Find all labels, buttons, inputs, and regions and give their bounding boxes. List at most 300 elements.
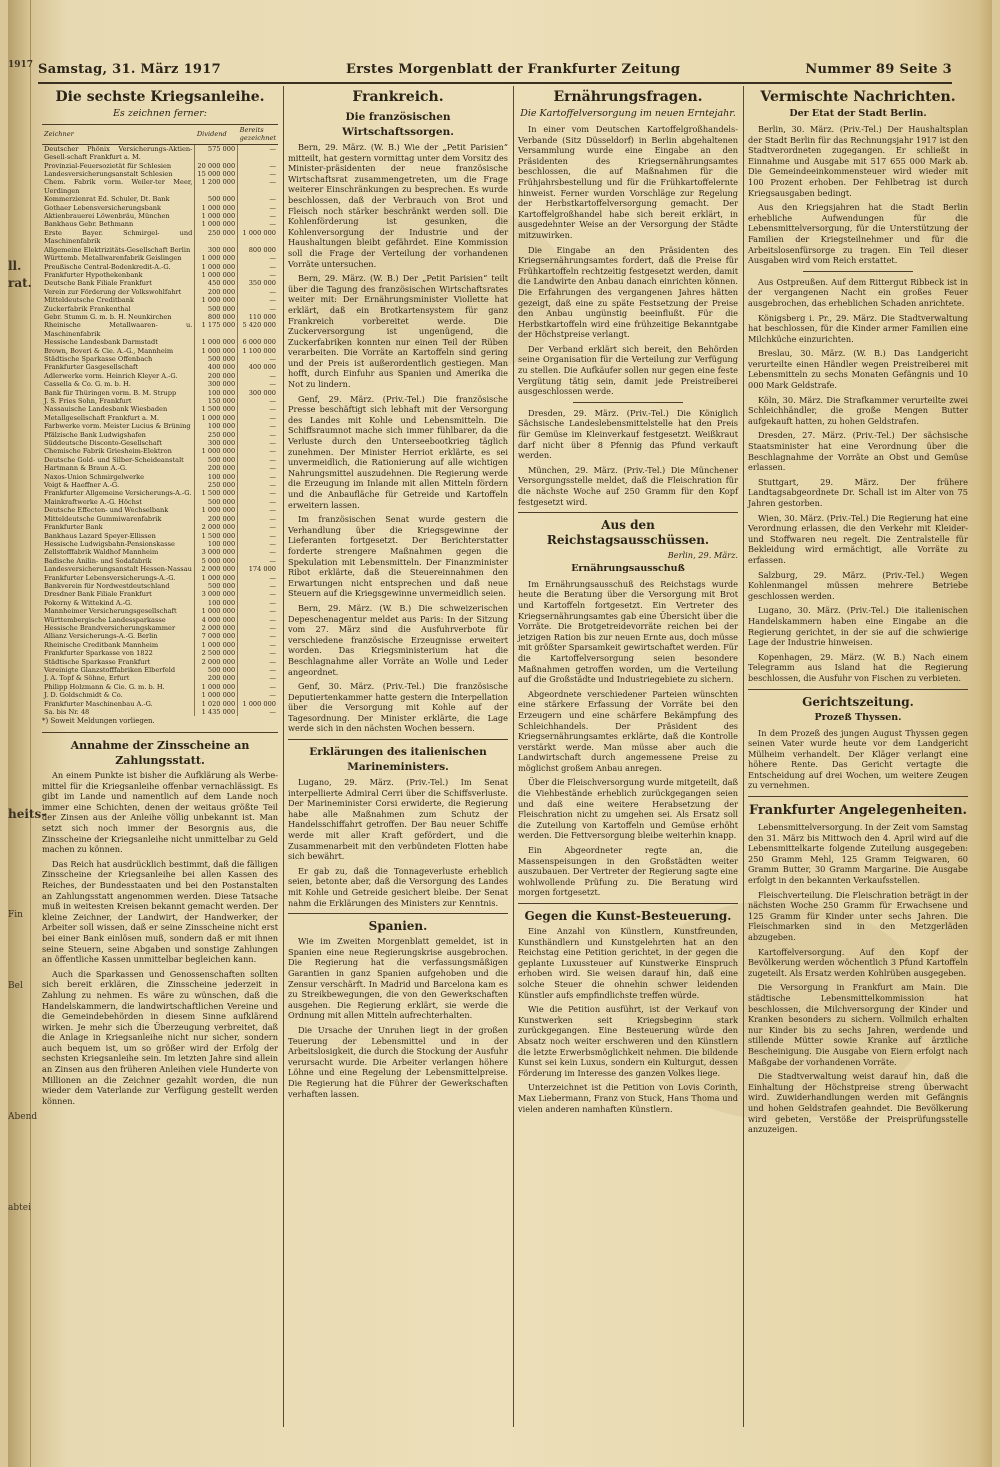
- subscription-amount: 450 000: [195, 279, 238, 287]
- previous-subscription: —: [238, 178, 278, 195]
- previous-subscription: —: [238, 540, 278, 548]
- subscription-amount: 200 000: [195, 288, 238, 296]
- table-row: [42, 439, 278, 447]
- subscriber-name: Gebr. Stumm G. m. b. H. Neunkirchen: [44, 312, 172, 321]
- divider: [748, 689, 968, 690]
- table-row: [42, 607, 278, 615]
- art-tax-article: [518, 926, 738, 1114]
- war-loan-subtitle: Es zeichnen ferner:: [113, 108, 207, 119]
- news-dispatch: Dresden, 27. März. (Priv.-Tel.) Der sächsische Staatsminister hat eine Verordnung über die Beschlagnahme der Vorräte an Obst und Gemüse erlassen.: [748, 430, 968, 473]
- article-paragraph: Der Verband erklärt sich bereit, den Behörden seine Organisation für die Verteilung zur Verfügung zu stellen. Die Aufkäufer sollen nur gegen eine feste Vergütung tätig sein, damit jede Preistreiberei ausgeschlossen werde.: [518, 343, 738, 397]
- subscription-amount: 1 000 000: [195, 204, 238, 212]
- article-paragraph: Eine Anzahl von Künstlern, Kunstfreunden, Kunsthändlern und Kunstgelehrten hat an den Reichstag eine Petition gerichtet, in der gegen die geplante Luxussteuer auf Kunstwerke Einspruch erhoben wird. Sie weisen darauf hin, daß eine solche Steuer die ohnehin schwer leidenden Künstler aufs empfindlichste treffen würde.: [518, 926, 738, 1000]
- table-row: [42, 658, 278, 666]
- subscriber-name: Badische Anilin- und Sodafabrik: [44, 556, 152, 565]
- previous-subscription: —: [238, 212, 278, 220]
- previous-subscription: —: [238, 397, 278, 405]
- previous-subscription: 350 000: [238, 279, 278, 287]
- table-row: [42, 254, 278, 262]
- previous-subscription: —: [238, 666, 278, 674]
- subscription-amount: 2 500 000: [195, 649, 238, 657]
- subscriber-name: Zellstofffabrik Waldhof Mannheim: [44, 548, 159, 557]
- previous-subscription: —: [238, 708, 278, 716]
- subscriber-name: Zuckerfabrik Frankenthal: [44, 304, 131, 313]
- table-header-row: [42, 125, 278, 145]
- divider: [573, 402, 683, 403]
- subscriber-name: Bankverein für Nordwestdeutschland: [44, 581, 170, 590]
- table-row: [42, 624, 278, 632]
- subscribers-table: [42, 124, 278, 716]
- berlin-budget-article: [748, 124, 968, 266]
- table-row: [42, 380, 278, 388]
- article-paragraph: Auch die Sparkassen und Genossenschaften sollten sich bereit erklären, die Zinsscheine jederzeit in Zahlung zu nehmen. Es wäre zu wünschen, daß die Handelskammern, die landwirtschaftlichen Vereine und die Gemeindebehörden in diesem Sinne aufklärend wirken. Je mehr sich die Überzeugung verbreitet, daß die Anlage in Kriegsanleihe nicht nur sicher, sondern auch bequem ist, um so größer wird der Erfolg der sechsten Kriegsanleihe sein. Im letzten Jahre sind allein an Zinsen aus den früheren Anleihen viele Hunderte von Millionen an die Zeichner gezahlt worden, die nun wieder dem Vaterlande zur Verfügung gestellt werden können.: [42, 968, 278, 1106]
- table-row: [42, 666, 278, 674]
- subscriber-name: Städtische Sparkasse Frankfurt: [44, 657, 151, 666]
- subscriber-name: Pokorny & Wittekind A.-G.: [44, 598, 133, 607]
- previous-subscription: —: [238, 464, 278, 472]
- subscription-amount: 800 000: [195, 313, 238, 321]
- table-row: [42, 178, 278, 195]
- previous-subscription: —: [238, 624, 278, 632]
- edge-word: heits-: [8, 807, 47, 821]
- previous-subscription: —: [238, 498, 278, 506]
- edge-word: rat.: [8, 276, 32, 290]
- article-paragraph: Im französischen Senat wurde gestern die Verhandlung über die Kriegsgewinne der Lieferanten fortgesetzt. Der Berichterstatter forderte strengere Maßnahmen gegen die Spekulation mit Lebensmitteln. Der Finanzminister Ribot erklärte, daß die Steuereinnahmen den Erwartungen nicht entsprechen und daß neue Steuern auf die Kriegsgewinne unvermeidlich seien.: [288, 514, 508, 599]
- subscriber-name: Nassauische Landesbank Wiesbaden: [44, 405, 168, 414]
- misc-dispatches: [748, 277, 968, 684]
- subscription-amount: 400 000: [195, 363, 238, 371]
- frankfurt-section-title: Frankfurter Angelegenheiten.: [748, 803, 968, 819]
- news-dispatch: Kopenhagen, 29. März. (W. B.) Nach einem Telegramm aus Island hat die Regierung beschlossen, die Ausfuhr von Fischen zu verbieten.: [748, 651, 968, 683]
- previous-subscription: 6 000 000: [238, 338, 278, 346]
- previous-subscription: —: [238, 557, 278, 565]
- subscription-amount: 100 000: [195, 599, 238, 607]
- table-row: [42, 144, 278, 161]
- table-row: [42, 313, 278, 321]
- war-loan-title: Die sechste Kriegsanleihe.: [55, 89, 265, 105]
- france-article: [288, 142, 508, 734]
- previous-subscription: —: [238, 574, 278, 582]
- subscriber-name: Frankfurter Allgemeine Versicherungs-A.-G.: [44, 489, 192, 498]
- italy-section-title: Erklärungen des italienischen Marineministers.: [309, 746, 487, 774]
- divider: [748, 796, 968, 797]
- previous-subscription: —: [238, 641, 278, 649]
- previous-subscription: —: [238, 674, 278, 682]
- subscription-amount: 1 000 000: [195, 414, 238, 422]
- subscription-amount: 5 000 000: [195, 557, 238, 565]
- table-row: [42, 296, 278, 304]
- table-row: [42, 355, 278, 363]
- subscriber-name: Provinzial-Feuersozietät für Schlesien: [44, 161, 172, 170]
- previous-subscription: —: [238, 649, 278, 657]
- subscriber-name: Städtische Sparkasse Offenbach: [44, 354, 153, 363]
- subscription-amount: 1 000 000: [195, 212, 238, 220]
- subscriber-name: Preußische Central-Bodenkredit-A.-G.: [44, 262, 171, 271]
- subscription-amount: 7 000 000: [195, 632, 238, 640]
- subscriber-name: Landesversicherungsanstalt Schlesien: [44, 170, 173, 179]
- frankfurt-article: [748, 822, 968, 1135]
- subscriber-name: J. A. Topf & Söhne, Erfurt: [44, 674, 130, 683]
- article-paragraph: Abgeordnete verschiedener Parteien wünschten eine stärkere Erfassung der Vorräte bei den Erzeugern und eine schärfere Bekämpfung des Schleichhandels. Der Präsident des Kriegsernährungsamtes erklärte, daß die Kontrolle verstärkt werde. Man müsse aber auch die Landwirtschaft durch angemessene Preise zu möglichst großem Anbau anregen.: [518, 688, 738, 773]
- divider: [288, 913, 508, 914]
- table-row: [42, 288, 278, 296]
- table-row: [42, 220, 278, 228]
- subscription-amount: 300 000: [195, 246, 238, 254]
- subscriber-name: Hessische Landesbank Darmstadt: [44, 338, 158, 347]
- nutrition-title: Ernährungsfragen.: [553, 89, 703, 105]
- subscriber-name: Mannheimer Versicherungsgesellschaft: [44, 607, 177, 616]
- subscriber-name: Frankfurter Maschinenbau A.-G.: [44, 699, 153, 708]
- reichstag-dateline: Berlin, 29. März.: [667, 550, 738, 561]
- subscription-amount: 1 000 000: [195, 683, 238, 691]
- subscription-amount: 200 000: [195, 372, 238, 380]
- subscriber-name: Chemische Fabrik Griesheim-Elektron: [44, 447, 172, 456]
- subscriber-name: Kommerzienrat Ed. Schuler, Dt. Bank: [44, 195, 170, 204]
- table-row: [42, 683, 278, 691]
- article-paragraph: Genf, 30. März. (Priv.-Tel.) Die französische Deputiertenkammer hatte gestern die Interpellation über die Versorgung mit Kohle auf der Tagesordnung. Der Minister erklärte, die Lage werde sich in den nächsten Wochen bessern.: [288, 681, 508, 734]
- article-paragraph: Die Versorgung in Frankfurt am Main. Die städtische Lebensmittelkommission hat beschlossen, die Milchversorgung der Kinder und Kranken besonders zu sichern. Vollmilch erhalten nur Kinder bis zu sechs Jahren, werdende und stillende Mütter sowie Kranke auf ärztliche Bescheinigung. Die Ausgabe von Eiern erfolgt nach Maßgabe der vorhandenen Vorräte.: [748, 982, 968, 1067]
- article-paragraph: Die Eingabe an den Präsidenten des Kriegsernährungsamtes fordert, daß die Preise für Frühkartoffeln rechtzeitig festgesetzt werden, damit die Landwirte den Anbau danach einrichten können. Die Erfahrungen des vergangenen Jahres hätten gezeigt, daß eine zu späte Festsetzung der Preise den Anbau ungünstig beeinflußt. Für die Herbstkartoffeln wird eine frühzeitige Bekanntgabe der Höchstpreise verlangt.: [518, 244, 738, 340]
- subscriber-name: Chem. Fabrik vorm. Weiler-ter Meer, Uerdingen: [44, 178, 193, 195]
- table-row: [42, 599, 278, 607]
- previous-subscription: —: [238, 523, 278, 531]
- subscriber-name: Frankfurter Gasgesellschaft: [44, 363, 139, 372]
- table-row: [42, 548, 278, 556]
- subscriber-name: Voigt & Haeffner A.-G.: [44, 481, 120, 490]
- subscription-amount: 1 000 000: [195, 347, 238, 355]
- table-row: [42, 271, 278, 279]
- subscription-amount: 1 000 000: [195, 506, 238, 514]
- subscriber-name: Bank für Thüringen vorm. B. M. Strupp: [44, 388, 177, 397]
- news-dispatch: München, 29. März. (Priv.-Tel.) Die Münchener Versorgungsstelle meldet, daß die Fleischration für die nächste Woche auf 250 Gramm für den Kopf festgesetzt wird.: [518, 464, 738, 507]
- divider: [518, 903, 738, 904]
- news-dispatch: Wien, 30. März. (Priv.-Tel.) Die Regierung hat eine Verordnung erlassen, die den Verkehr mit Kleider- und Stoffwaren neu regelt. Die Zentralstelle für Bekleidung wird ermächtigt, alle Vorräte zu erfassen.: [748, 512, 968, 565]
- page-edge: [978, 0, 992, 1467]
- previous-subscription: —: [238, 162, 278, 170]
- subscriber-name: Hessische Ludwigsbahn-Pensionskasse: [44, 539, 175, 548]
- article-paragraph: Fleischverteilung. Die Fleischration beträgt in der nächsten Woche 250 Gramm für Erwachsene und 125 Gramm für Kinder unter sechs Jahren. Die Fleischmarken sind in den Metzgerläden abzugeben.: [748, 889, 968, 942]
- coupons-section-title: Annahme der Zinsscheine an Zahlungsstatt.: [70, 739, 250, 768]
- previous-subscription: —: [238, 380, 278, 388]
- masthead-title: Erstes Morgenblatt der Frankfurter Zeitung: [346, 61, 681, 77]
- table-row: [42, 263, 278, 271]
- table-row: [42, 170, 278, 178]
- masthead-date: Samstag, 31. März 1917: [38, 61, 221, 77]
- subscriber-name: Adlerwerke vorm. Heinrich Kleyer A.-G.: [44, 371, 178, 380]
- subscriber-name: Landesversicherungsanstalt Hessen-Nassau: [44, 565, 192, 574]
- subscriber-name: Naxos-Union Schmirgelwerke: [44, 472, 145, 481]
- table-row: [42, 574, 278, 582]
- subscription-amount: 500 000: [195, 498, 238, 506]
- previous-subscription: —: [238, 683, 278, 691]
- table-row: [42, 540, 278, 548]
- subscription-amount: 100 000: [195, 473, 238, 481]
- previous-subscription: —: [238, 254, 278, 262]
- committee-article: [518, 579, 738, 898]
- article-paragraph: Bern, 29. März. (W. B.) Die schweizerischen Depeschenagentur meldet aus Paris: In der Sitzung vom 27. März sind die Ausfuhrverbote für verschiedene französische Erzeugnisse erweitert worden. Das Kriegsministerium hat die Beschlagnahme aller Vorräte an Wolle und Leder angeordnet.: [288, 602, 508, 677]
- previous-subscription: 300 000: [238, 389, 278, 397]
- subscriber-name: Württemb. Metallwarenfabrik Geislingen: [44, 254, 182, 263]
- previous-subscription: 800 000: [238, 246, 278, 254]
- subscriber-name: Hartmann & Braun A.-G.: [44, 464, 127, 473]
- previous-subscription: —: [238, 632, 278, 640]
- subscription-amount: 1 000 000: [195, 220, 238, 228]
- table-row: [42, 414, 278, 422]
- table-row: [42, 363, 278, 371]
- table-header: Dividend: [195, 125, 238, 145]
- table-row: [42, 708, 278, 716]
- column-rule: [743, 86, 744, 1427]
- article-paragraph: Wie im Zweiten Morgenblatt gemeldet, ist in Spanien eine neue Regierungskrise ausgebrochen. Die Regierung hat die verfassungsmäßigen Garantien in ganz Spanien aufgehoben und die Zensur verschärft. In Madrid und Barcelona kam es zu Streikbewegungen, die von den Gewerkschaften ausgehen. Die Regierung erklärt, sie werde die Ordnung mit allen Mitteln aufrechterhalten.: [288, 936, 508, 1021]
- previous-subscription: —: [238, 489, 278, 497]
- spain-article: [288, 936, 508, 1099]
- previous-subscription: —: [238, 405, 278, 413]
- previous-subscription: —: [238, 170, 278, 178]
- article-paragraph: Wie die Petition ausführt, ist der Verkauf von Kunstwerken seit Kriegsbeginn stark zurückgegangen. Eine Besteuerung würde den Absatz noch weiter erschweren und den Künstlern die letzte Erwerbsmöglichkeit nehmen. Die bildende Kunst sei kein Luxus, sondern ein Kulturgut, dessen Förderung im Interesse des ganzen Volkes liege.: [518, 1004, 738, 1078]
- previous-subscription: —: [238, 447, 278, 455]
- previous-subscription: —: [238, 548, 278, 556]
- subscription-amount: 20 000 000: [195, 162, 238, 170]
- subscription-amount: 15 000 000: [195, 170, 238, 178]
- table-header: Bereits gezeichnet: [239, 126, 277, 143]
- subscriber-name: Mitteldeutsche Creditbank: [44, 296, 134, 305]
- table-row: [42, 464, 278, 472]
- article-paragraph: Die Stadtverwaltung weist darauf hin, daß die Einhaltung der Höchstpreise streng überwacht wird. Zuwiderhandlungen werden mit Gefängnis und hohen Geldstrafen geahndet. Die Bevölkerung wird gebeten, Verstöße der Preisprüfungsstelle anzuzeigen.: [748, 1071, 968, 1135]
- previous-subscription: —: [238, 506, 278, 514]
- table-row: [42, 212, 278, 220]
- divider: [803, 271, 913, 272]
- subscriber-name: Cassella & Co. G. m. b. H.: [44, 380, 131, 389]
- subscription-amount: 150 000: [195, 397, 238, 405]
- subscription-amount: 200 000: [195, 515, 238, 523]
- table-row: [42, 305, 278, 313]
- article-paragraph: Lugano, 29. März. (Priv.-Tel.) Im Senat interpellierte Admiral Cerri über die Schiffsverluste. Der Marineminister Corsi erwiderte, die Regierung habe alle Maßnahmen zum Schutz der Handelsschiffahrt getroffen. Der Bau neuer Schiffe werde mit aller Kraft gefördert, und die Zusammenarbeit mit den verbündeten Flotten habe sich bewährt.: [288, 777, 508, 862]
- news-dispatch: Dresden, 29. März. (Priv.-Tel.) Die Königlich Sächsische Landeslebensmittelstelle hat den Preis für Gemüse im Kleinverkauf festgesetzt. Weißkraut darf nicht über 8 Pfennig das Pfund verkauft werden.: [518, 407, 738, 461]
- subscriber-name: J. S. Fries Sohn, Frankfurt: [44, 397, 132, 405]
- subscriber-name: Aktienbrauerei Löwenbräu, München: [44, 212, 170, 221]
- subscriber-name: Frankfurter Hypothekenbank: [44, 270, 143, 279]
- subscriber-name: Deutscher Phönix Versicherungs-Aktien-Gesell-schaft Frankfurt a. M.: [44, 144, 193, 162]
- subscription-amount: 1 000 000: [195, 447, 238, 455]
- subscription-amount: 200 000: [195, 464, 238, 472]
- news-dispatch: Stuttgart, 29. März. Der frühere Landtagsabgeordnete Dr. Schall ist im Alter von 75 Jahren gestorben.: [748, 476, 968, 508]
- news-dispatch: Köln, 30. März. Die Strafkammer verurteilte zwei Schleichhändler, die große Mengen Butter aufgekauft hatten, zu hohen Geldstrafen.: [748, 394, 968, 426]
- subscription-amount: 250 000: [195, 481, 238, 489]
- table-row: [42, 489, 278, 497]
- previous-subscription: —: [238, 144, 278, 161]
- misc-title: Vermischte Nachrichten.: [760, 89, 956, 105]
- subscription-amount: 1 000 000: [195, 691, 238, 699]
- subscriber-name: Gothaer Lebensversicherungsbank: [44, 203, 162, 212]
- subscriber-name: Sa. bis Nr. 48: [44, 708, 90, 717]
- news-dispatch: Aus Ostpreußen. Auf dem Rittergut Ribbeck ist in der vergangenen Nacht ein großes Feuer ausgebrochen, das erheblichen Schaden anrichtete.: [748, 276, 968, 308]
- previous-subscription: 1 100 000: [238, 347, 278, 355]
- table-footnote: *) Soweit Meldungen vorliegen.: [42, 717, 155, 726]
- table-row: [42, 195, 278, 203]
- subscription-amount: 2 000 000: [195, 565, 238, 573]
- subscription-amount: 300 000: [195, 380, 238, 388]
- subscriber-name: Bankhaus Gebr. Bethmann: [44, 220, 134, 229]
- previous-subscription: —: [238, 473, 278, 481]
- previous-subscription: —: [238, 263, 278, 271]
- france-title: Frankreich.: [352, 89, 444, 105]
- previous-subscription: 400 000: [238, 363, 278, 371]
- previous-subscription: —: [238, 296, 278, 304]
- news-dispatch: Lugano, 30. März. (Priv.-Tel.) Die italienischen Handelskammern haben eine Eingabe an die Regierung gerichtet, in der sie auf die schwierige Lage der Industrie hinweisen.: [748, 605, 968, 648]
- art-tax-section-title: Gegen die Kunst-Besteuerung.: [524, 909, 732, 923]
- news-dispatch: Königsberg i. Pr., 29. März. Die Stadtverwaltung hat beschlossen, für die Kinder armer Familien eine Milchküche einzurichten.: [748, 312, 968, 344]
- article-paragraph: Ein Abgeordneter regte an, die Massenspeisungen in den Großstädten weiter auszubauen. Der Vertreter der Regierung sagte eine wohlwollende Prüfung zu. Die Beratung wird morgen fortgesetzt.: [518, 845, 738, 898]
- subscription-amount: 500 000: [195, 666, 238, 674]
- article-paragraph: Die Ursache der Unruhen liegt in der großen Teuerung der Lebensmittel und in der Arbeitslosigkeit, die durch die Stockung der Ausfuhr verursacht wurde. Die Arbeiter verlangen höhere Löhne und eine Regelung der Lebensmittelpreise. Die Regierung hat die Führer der Gewerkschaften verhaften lassen.: [288, 1024, 508, 1099]
- previous-subscription: —: [238, 658, 278, 666]
- previous-subscription: —: [238, 439, 278, 447]
- reichstag-section-title: Aus den Reichstagsausschüssen.: [546, 518, 710, 548]
- news-dispatch: Breslau, 30. März. (W. B.) Das Landgericht verurteilte einen Händler wegen Preistreiberei mit Lebensmitteln zu sechs Monaten Gefängnis und 10 000 Mark Geldstrafe.: [748, 348, 968, 391]
- table-row: [42, 447, 278, 455]
- previous-subscription: —: [238, 515, 278, 523]
- column-rule: [283, 86, 284, 1427]
- article-paragraph: Über die Fleischversorgung wurde mitgeteilt, daß die Viehbestände erheblich zurückgegangen seien und daß eine weitere Herabsetzung der Fleischration nicht zu umgehen sei. Als Ersatz soll die Zuteilung von Kartoffeln und Gemüse erhöht werden. Die Fettversorgung bleibe weiterhin knapp.: [518, 777, 738, 841]
- subscription-amount: 250 000: [195, 431, 238, 439]
- subscriber-name: Erste Bayer. Schmirgel- und Maschinenfabrik: [44, 228, 193, 246]
- subscription-amount: 1 175 000: [195, 321, 238, 338]
- berlin-budget-subtitle: Der Etat der Stadt Berlin.: [789, 108, 927, 119]
- table-row: [42, 204, 278, 212]
- previous-subscription: —: [238, 288, 278, 296]
- subscriber-name: Frankfurter Sparkasse von 1822: [44, 649, 153, 658]
- committee-title: Ernährungsausschuß: [571, 562, 685, 574]
- article-paragraph: In einer vom Deutschen Kartoffelgroßhandels-Verbande (Sitz Düsseldorf) in Berlin abgehaltenen Versammlung wurde eine Eingabe an den Präsidenten des Kriegsernährungsamtes beschlossen, die auf Maßnahmen für die Frühjahrsbestellung und für die Frühkartoffelernte hinweist. Ferner wurden Vorschläge zur Regelung der Herbstkartoffelversorgung gemacht. Der Kartoffelgroßhandel habe sich bereit erklärt, in ausgedehnter Weise an der Versorgung der Städte mitzuwirken.: [518, 124, 738, 240]
- subscription-amount: 1 500 000: [195, 532, 238, 540]
- table-row: [42, 422, 278, 430]
- article-paragraph: Kartoffelversorgung. Auf den Kopf der Bevölkerung werden wöchentlich 3 Pfund Kartoffeln zugeteilt. Als Ersatz werden Kohlrüben ausgegeben.: [748, 946, 968, 978]
- subscription-amount: 2 000 000: [195, 658, 238, 666]
- table-row: [42, 405, 278, 413]
- previous-subscription: 5 420 000: [238, 321, 278, 338]
- article-paragraph: Bern, 29. März. (W. B.) Wie der „Petit Parisien“ mitteilt, hat gestern vormittag unter dem Vorsitz des Minister-präsidenten der neue französische Wirtschaftsrat zusammengetreten, um die Frage weiterer Einschränkungen zu besprechen. Es wurde beschlossen, daß der Verbrauch von Brot und Fleisch noch stärker beschränkt werden soll. Die Kohlenförderung ist gesunken, die Kohlenversorgung der Industrie und der Haushaltungen bleibt gefährdet. Eine Kommission soll die Frage der Verteilung der vorhandenen Vorräte untersuchen.: [288, 142, 508, 269]
- table-row: [42, 523, 278, 531]
- subscription-amount: 1 000 000: [195, 574, 238, 582]
- edge-word: Abend: [8, 1112, 38, 1122]
- subscriber-name: Rheinische Metallwaaren- u. Maschinenfabrik: [44, 321, 193, 338]
- table-row: [42, 162, 278, 170]
- divider: [288, 739, 508, 740]
- previous-subscription: —: [238, 422, 278, 430]
- subscriber-name: Deutsche Effecten- und Wechselbank: [44, 506, 169, 515]
- subscriber-name: Hessische Brandversicherungskammer: [44, 623, 176, 632]
- subscriber-name: Brown, Boveri & Cie. A.-G., Mannheim: [44, 346, 174, 355]
- subscription-amount: 500 000: [195, 195, 238, 203]
- article-paragraph: Genf, 29. März. (Priv.-Tel.) Die französische Presse beschäftigt sich lebhaft mit der Versorgung des Landes mit Kohle und Lebensmitteln. Die Schiffsraumnot mache sich immer fühlbarer, da die Verluste durch den Unterseebootkrieg täglich zunehmen. Der Minister Herriot erklärte, es sei unvermeidlich, die Rationierung auf alle wichtigen Nahrungsmittel auszudehnen. Die Regierung werde die Erzeugung im Inlande mit allen Mitteln fördern und die Anbaufläche für Getreide und Kartoffeln erweitern lassen.: [288, 393, 508, 510]
- article-paragraph: Bern, 29. März. (W. B.) Der „Petit Parisien“ teilt über die Tagung des französischen Wirtschaftsrates weiter mit: Der Ernährungsminister Viollette hat erklärt, daß ein Brotkartensystem für ganz Frankreich vorbereitet werde. Die Zuckerversorgung ist ungenügend, die Zuckerfabriken konnten nur einen Teil der Rüben verarbeiten. Die Vorräte an Kartoffeln sind gering und der Preis ist außerordentlich gestiegen. Man hofft, durch Einfuhr aus Spanien und Amerika die Not zu lindern.: [288, 273, 508, 390]
- subscriber-name: Bankhaus Lazard Speyer-Ellissen: [44, 531, 156, 540]
- table-row: [42, 649, 278, 657]
- table-header: Zeichner: [42, 125, 195, 145]
- subscriber-name: J. D. Goldschmidt & Co.: [44, 691, 123, 700]
- subscriber-name: Deutsche Gold- und Silber-Scheideanstalt: [44, 455, 184, 464]
- table-row: [42, 279, 278, 287]
- edge-word: Fin: [8, 910, 23, 920]
- subscriber-name: Farbwerke vorm. Meister Lucius & Brüning: [44, 422, 191, 431]
- subscriber-name: Rheinische Creditbank Mannheim: [44, 640, 159, 649]
- table-row: [42, 506, 278, 514]
- subscriber-name: Allgemeine Elektrizitäts-Gesellschaft Berlin: [44, 245, 191, 254]
- previous-subscription: —: [238, 599, 278, 607]
- subscription-amount: 1 000 000: [195, 271, 238, 279]
- news-dispatch: Salzburg, 29. März. (Priv.-Tel.) Wegen Kohlenmangel müssen mehrere Betriebe geschlossen werden.: [748, 569, 968, 601]
- previous-subscription: —: [238, 355, 278, 363]
- previous-subscription: —: [238, 372, 278, 380]
- subscription-amount: 500 000: [195, 355, 238, 363]
- previous-subscription: 1 000 000: [238, 229, 278, 246]
- subscription-amount: 2 000 000: [195, 624, 238, 632]
- table-row: [42, 532, 278, 540]
- masthead: [38, 56, 952, 84]
- masthead-page-number: Nummer 89 Seite 3: [805, 61, 952, 77]
- table-row: [42, 674, 278, 682]
- table-row: [42, 338, 278, 346]
- column-miscellaneous: [748, 86, 968, 1427]
- subscriber-name: Pfälzische Bank Ludwigshafen: [44, 430, 146, 439]
- court-section-title: Gerichtszeitung.: [802, 694, 914, 709]
- article-paragraph: Das Reich hat ausdrücklich bestimmt, daß die fälligen Zinsscheine der Kriegsanleihe bei allen Kassen des Reiches, der Bundesstaaten und bei den Postanstalten an Zahlungsstatt angenommen werden. Diese Tatsache muß in weitesten Kreisen bekannt gemacht werden. Der kleine Zeichner, der Landwirt, der Handwerker, der Arbeiter soll wissen, daß er seine Zinsscheine nicht erst bei einer Bank einlösen muß, sondern daß er mit ihnen seine Steuern, seine Abgaben und sonstige Zahlungen an öffentliche Kassen unmittelbar begleichen kann.: [42, 858, 278, 965]
- subscription-amount: 1 500 000: [195, 405, 238, 413]
- subscribers-table-body: [42, 144, 278, 716]
- previous-subscription: 174 000: [238, 565, 278, 573]
- table-row: [42, 481, 278, 489]
- subscription-amount: 200 000: [195, 674, 238, 682]
- article-paragraph: An einem Punkte ist bisher die Aufklärung als Werbe-mittel für die Kriegsanleihe offenbar vernachlässigt. Es gibt im Lande und namentlich auf dem Lande noch immer eine Schichten, denen der weitaus größte Teil der Zinsen aus der Anleihe völlig unbekannt ist. Man setzt sich noch immer der Besorgnis aus, die Zinsscheine der Kriegsanleihe nicht unmittelbar zu Geld machen zu können.: [42, 770, 278, 855]
- table-row: [42, 632, 278, 640]
- column-rule: [513, 86, 514, 1427]
- subscriber-name: Frankfurter Bank: [44, 523, 103, 532]
- subscriber-name: Frankfurter Lebensversicherungs-A.-G.: [44, 573, 176, 582]
- table-row: [42, 590, 278, 598]
- subscription-amount: 1 000 000: [195, 338, 238, 346]
- subscription-amount: 1 020 000: [195, 700, 238, 708]
- subscription-amount: 500 000: [195, 456, 238, 464]
- spain-section-title: Spanien.: [368, 919, 428, 934]
- edge-word: Bel: [8, 981, 23, 991]
- previous-subscription: —: [238, 532, 278, 540]
- subscriber-name: Dresdner Bank Filiale Frankfurt: [44, 590, 152, 599]
- subscription-amount: 1 000 000: [195, 296, 238, 304]
- previous-subscription: —: [238, 456, 278, 464]
- court-article: In dem Prozeß des jungen August Thyssen gegen seinen Vater wurde heute vor dem Landgericht Mülheim verhandelt. Der Kläger verlangt eine höhere Rente. Das Gericht vertagte die Entscheidung auf drei Wochen, um weitere Zeugen zu vernehmen.: [748, 727, 968, 791]
- potato-article: [518, 124, 738, 397]
- previous-subscription: 1 000 000: [238, 700, 278, 708]
- edge-word: abtei: [8, 1203, 31, 1213]
- coupons-article: [42, 770, 278, 1106]
- article-paragraph: Unterzeichnet ist die Petition von Lovis Corinth, Max Liebermann, Franz von Stuck, Hans Thoma und vielen anderen namhaften Künstlern.: [518, 1082, 738, 1114]
- table-row: [42, 582, 278, 590]
- subscription-amount: 3 000 000: [195, 590, 238, 598]
- divider: [42, 732, 278, 733]
- table-row: [42, 431, 278, 439]
- previous-subscription: —: [238, 271, 278, 279]
- table-row: [42, 321, 278, 338]
- previous-subscription: —: [238, 582, 278, 590]
- edge-word: ll.: [8, 259, 22, 273]
- edge-year: 1917: [8, 60, 34, 70]
- table-row: [42, 700, 278, 708]
- article-paragraph: Im Ernährungsausschuß des Reichstags wurde heute die Beratung über die Versorgung mit Brot und Kartoffeln fortgesetzt. Ein Vertreter des Kriegsernährungsamtes gab eine Übersicht über die Vorräte. Die Brotgetreidevorräte reichen bei der jetzigen Ration bis zur neuen Ernte aus, doch müsse mit größter Sparsamkeit gewirtschaftet werden. Für die Kartoffelversorgung seien besondere Maßnahmen getroffen worden, um die Verteilung auf die Großstädte und Industriegebiete zu sichern.: [518, 578, 738, 685]
- nutrition-subtitle: Die Kartoffelversorgung im neuen Erntejahr.: [520, 108, 736, 119]
- subscriber-name: Vereinigte Glanzstofffabriken Elberfeld: [44, 666, 176, 674]
- table-row: [42, 641, 278, 649]
- newspaper-page: [8, 0, 992, 1467]
